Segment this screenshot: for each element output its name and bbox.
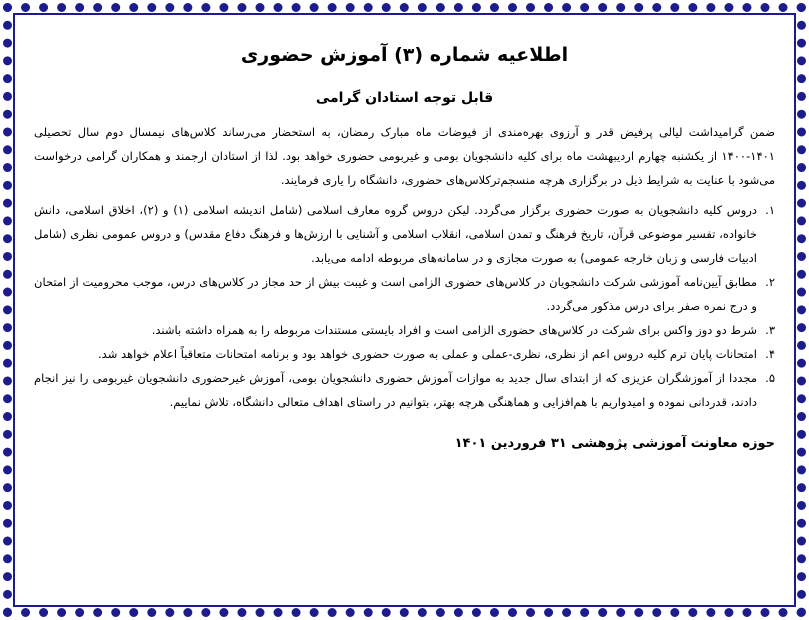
item-text: مجددا از آموزشگران عزیزی که از ابتدای سال جدید به موازات آموزش حضوری دانشجویان بومی، آموزش غیرحضوری دانشجویان غیربومی را نیز انجام دادند، قدردانی نموده و امیدواریم با هم‌افزایی و هماهنگی هرچه بهتر، بتوانیم در راستای اهداف متعالی دانشگاه، تلاش نماییم. (34, 371, 757, 409)
list-item (34, 318, 775, 342)
list-item (34, 342, 775, 366)
item-text: مطابق آیین‌نامه آموزشی شرکت دانشجویان در کلاس‌های حضوری الزامی است و غیبت بیش از حد مجاز در کلاس‌های درس، موجب محرومیت از امتحان و درج نمره صفر برای درس مذکور می‌گردد. (34, 275, 757, 313)
notice-subtitle: قابل توجه استادان گرامی (315, 90, 494, 106)
notice-title: اطلاعیه شماره (۳) آموزش حضوری (240, 44, 569, 66)
item-number: ۲. (765, 275, 775, 289)
intro-paragraph: ضمن گرامیداشت لیالی پرفیض قدر و آرزوی بهره‌مندی از فیوضات ماه مبارک رمضان، به استحضار می‌رساند کلاس‌های نیمسال دوم سال تحصیلی ۱۴۰۱-۱۴۰۰ از یکشنبه چهارم اردیبهشت ماه برای کلیه دانشجویان بومی و غیربومی حضوری خواهد بود. لذا از استادان ارجمند و همکاران گرامی درخواست می‌شود با عنایت به شرایط ذیل در برگزاری هرچه منسجم‌ترکلاس‌های حضوری، دانشگاه را یاری فرمایند. (34, 125, 775, 187)
notice-body (34, 38, 775, 456)
item-text: دروس کلیه دانشجویان به صورت حضوری برگزار می‌گردد. لیکن دروس گروه معارف اسلامی (شامل اندیشه اسلامی (۱) و (۲)، اخلاق اسلامی، دانش خانواده، تفسیر موضوعی قرآن، تاریخ فرهنگ و تمدن اسلامی، انقلاب اسلامی و آشنایی با ارزش‌ها و فرهنگ دفاع مقدس) و دروس عمومی نظری (شامل ادبیات فارسی و زبان خارجه عمومی) به صورت مجازی و در سامانه‌های مربوطه ادامه می‌یابد. (34, 203, 757, 265)
item-number: ۴. (765, 347, 775, 361)
item-number: ۵. (765, 371, 775, 385)
conditions-list (34, 198, 775, 414)
item-number: ۱. (765, 203, 775, 217)
list-item (34, 366, 775, 414)
list-item (34, 270, 775, 318)
item-text: امتحانات پایان ترم کلیه دروس اعم از نظری، نظری-عملی و عملی به صورت حضوری خواهد بود و برنامه امتحانات متعاقباً اعلام خواهد شد. (98, 347, 757, 361)
item-text: شرط دو دوز واکس برای شرکت در کلاس‌های حضوری الزامی است و افراد بایستی مستندات مربوطه را به همراه داشته باشند. (151, 323, 757, 337)
item-number: ۳. (765, 323, 775, 337)
signature-line: حوزه معاونت آموزشی پژوهشی ۳۱ فروردین ۱۴۰۱ (454, 436, 775, 451)
list-item (34, 198, 775, 270)
